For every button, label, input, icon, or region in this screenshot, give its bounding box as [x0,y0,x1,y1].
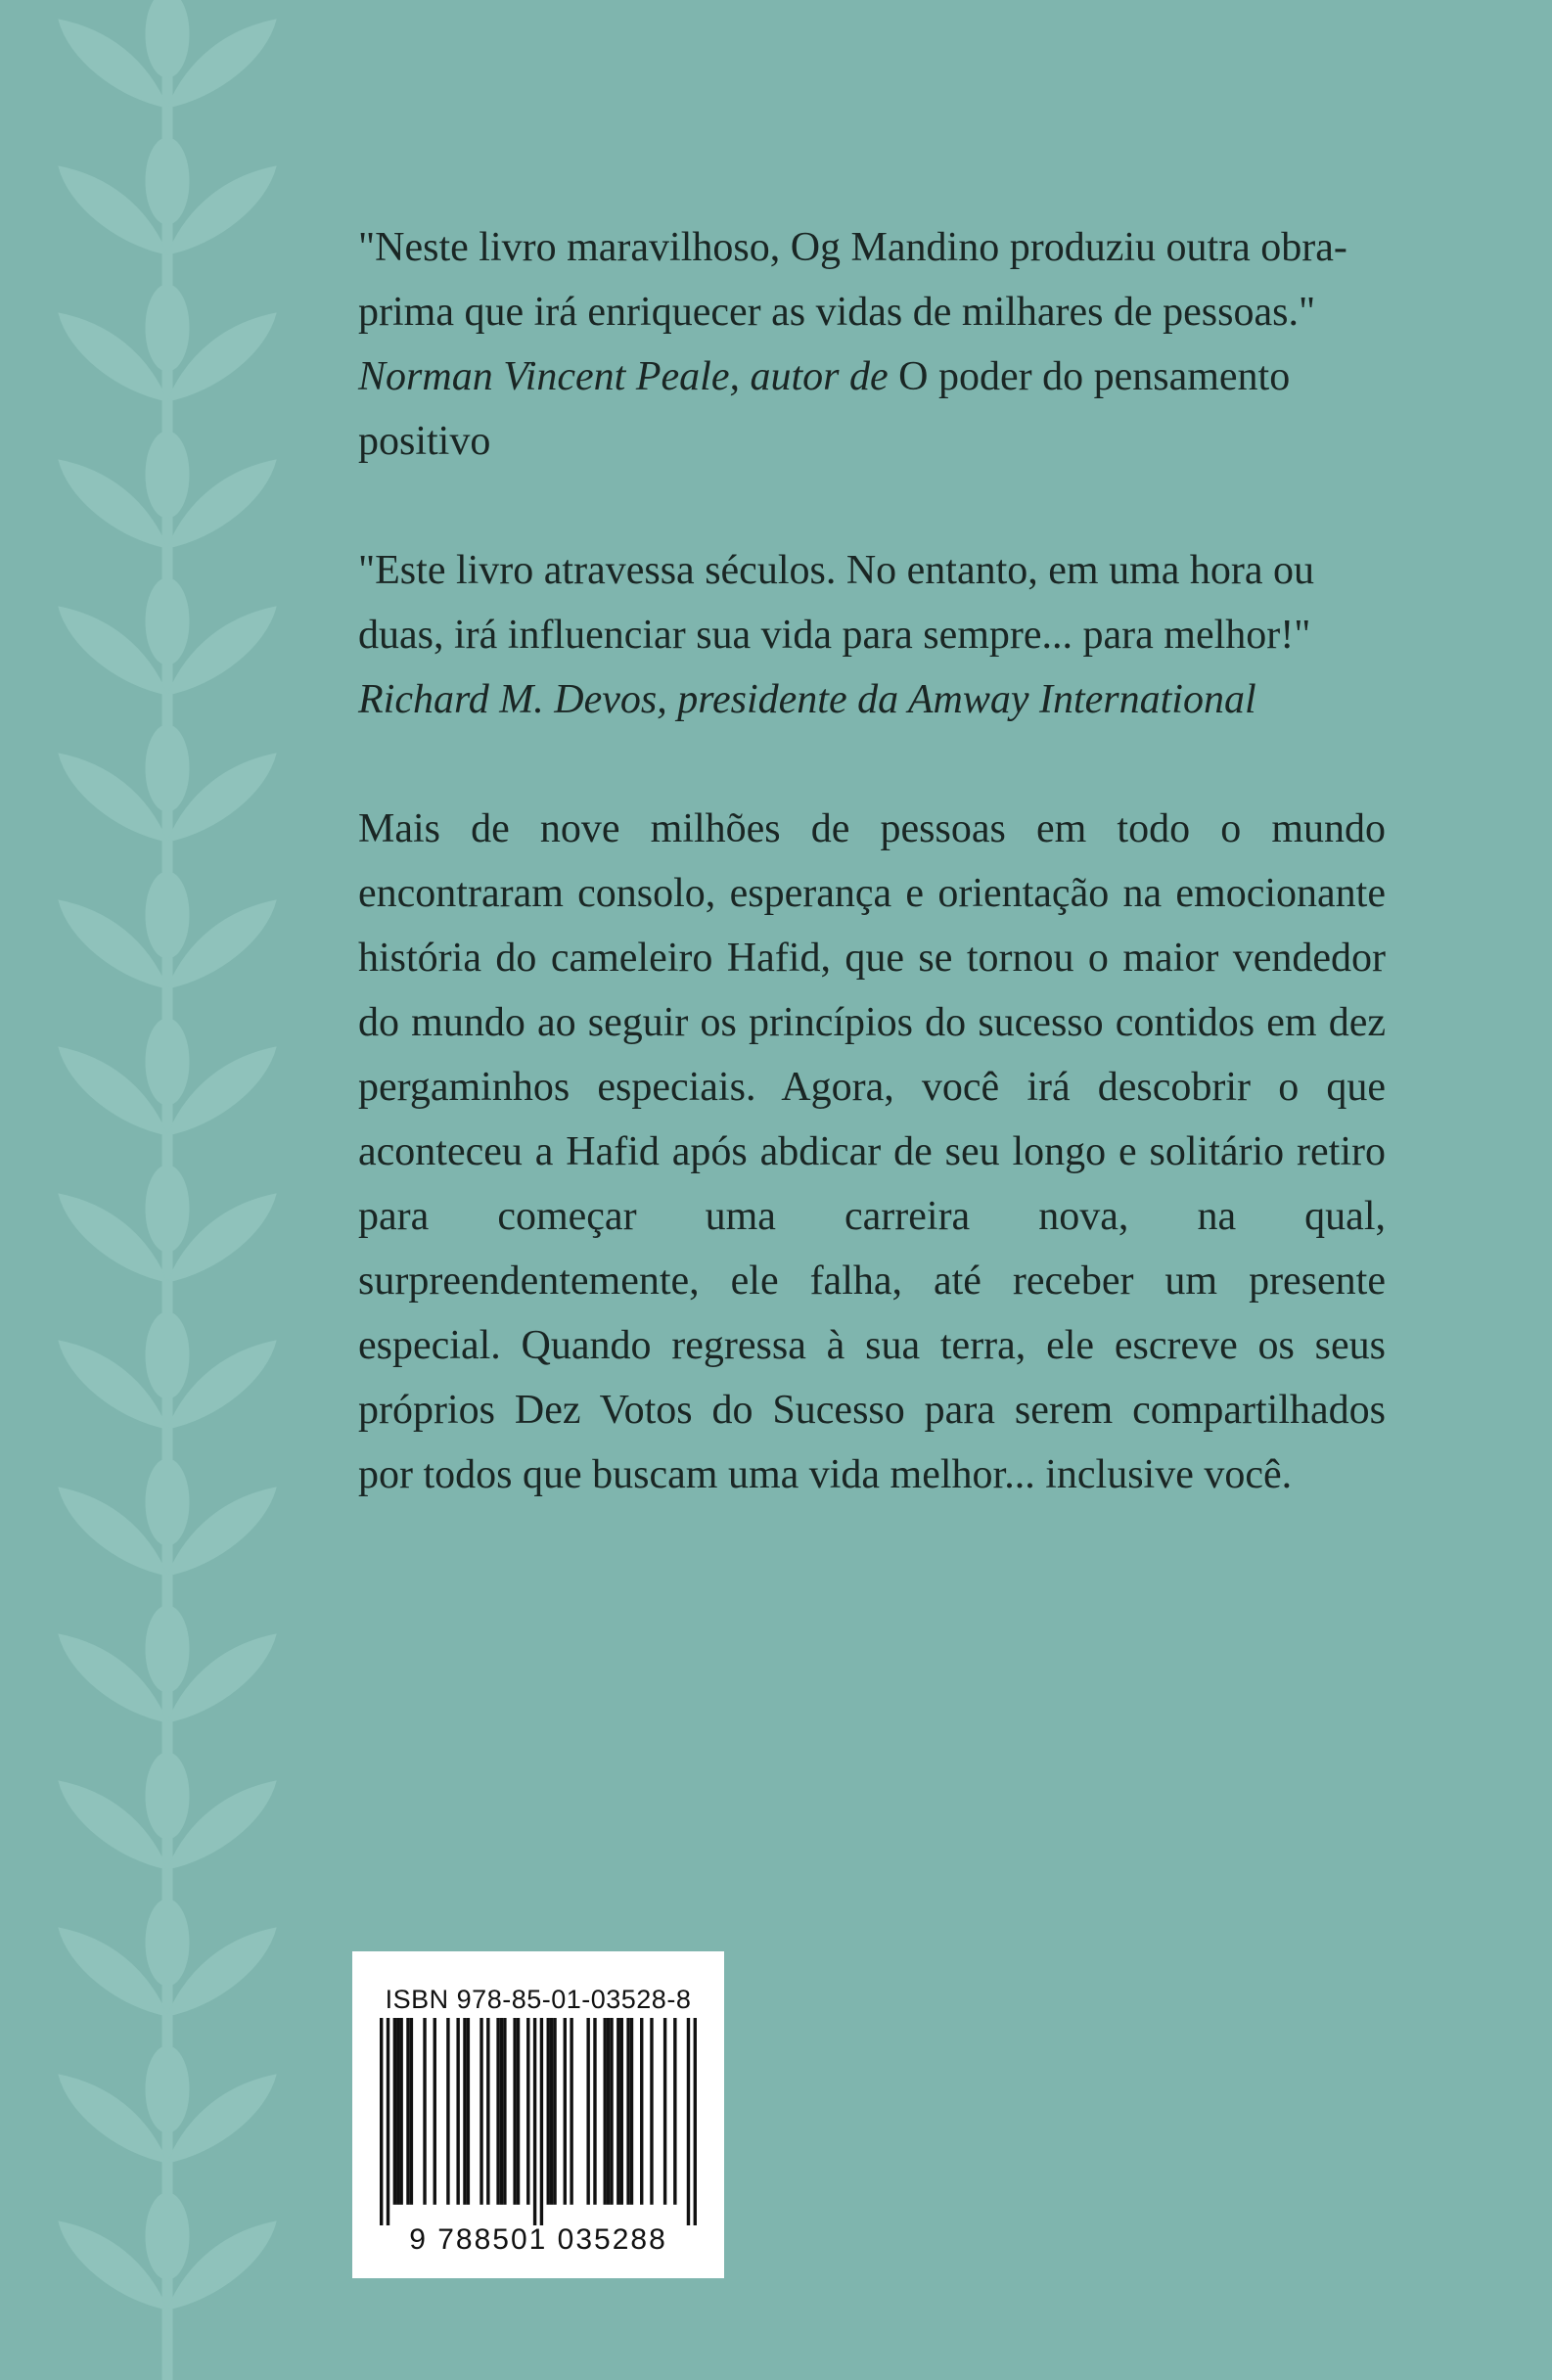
barcode-bar [570,2018,572,2205]
barcode-bar [467,2018,470,2205]
vine-bud-icon [146,1019,189,1105]
vine-bud-icon [146,2193,189,2279]
quote-2-author: Richard M. Devos, presidente da Amway International [358,677,1256,722]
barcode-bar [620,2018,623,2205]
quote-2 [358,538,1386,732]
barcode-bar [626,2018,629,2205]
isbn-label: ISBN 978-85-01-03528-8 [385,1985,692,2014]
barcode-bar [586,2018,589,2205]
barcode-bar [610,2018,613,2205]
barcode-bar [533,2018,536,2225]
quote-2-text: "Este livro atravessa séculos. No entanto, em uma hora ou duas, irá influenciar sua vida para sempre... para melhor!" [358,548,1315,658]
barcode-bar [640,2018,643,2205]
vine-bud-icon [146,725,189,811]
barcode-bar [550,2018,553,2205]
vine-bud-icon [146,138,189,224]
text-column [358,215,1386,1507]
barcode-bar [564,2018,567,2205]
barcode-bar [604,2018,607,2205]
barcode-bar [673,2018,676,2205]
barcode-bar [399,2018,402,2205]
barcode-bar [387,2018,389,2225]
quote-1-text: "Neste livro maravilhoso, Og Mandino produziu outra obra-prima que irá enriquecer as vidas de milhares de pessoas." [358,225,1347,335]
quote-2-attribution [358,667,1386,732]
barcode-bar [687,2018,690,2225]
barcode-bar [616,2018,619,2205]
barcode-bar [547,2018,550,2205]
barcode-bar [456,2018,459,2205]
barcode-bar [517,2018,520,2205]
vine-bud-icon [146,578,189,664]
barcode-bar [479,2018,482,2205]
barcode-bar [410,2018,413,2205]
vine-bud-icon [146,0,189,77]
vine-bud-icon [146,1753,189,1839]
barcode-bar [526,2018,529,2205]
quote-1 [358,215,1386,474]
quote-1-author: Norman Vincent Peale, autor de [358,354,889,399]
barcode-bar [553,2018,556,2205]
barcode-bar [496,2018,499,2205]
barcode-bar [380,2018,383,2225]
isbn-barcode [352,1951,724,2278]
barcode-bar [694,2018,697,2225]
vine-bud-icon [146,1459,189,1545]
vine-bud-icon [146,2046,189,2132]
quote-1-attribution [358,344,1386,474]
barcode-bar [423,2018,426,2205]
leaf-vine-ornament [0,0,294,2380]
ean-digits: 9 788501 035288 [409,2223,667,2256]
barcode-bar [650,2018,653,2205]
vine-bud-icon [146,872,189,958]
barcode-bars [380,2018,697,2225]
barcode-bar [446,2018,449,2205]
vine-bud-icon [146,1899,189,1986]
barcode-bar [393,2018,396,2205]
vine-bud-icon [146,285,189,371]
barcode-bar [607,2018,610,2205]
quote-1-book-title: O poder do pensamento positivo [358,354,1291,464]
barcode-bar [434,2018,436,2205]
vine-bud-icon [146,1606,189,1692]
barcode-bar [406,2018,409,2205]
barcode-bar [513,2018,516,2205]
barcode-bar [540,2018,543,2225]
barcode-bar [593,2018,596,2205]
barcode-bar [486,2018,489,2205]
vine-bud-icon [146,432,189,518]
barcode-bar [500,2018,503,2205]
book-description [358,797,1386,1507]
barcode-bar [503,2018,506,2205]
vine-bud-icon [146,1312,189,1398]
description-text: Mais de nove milhões de pessoas em todo o mundo encontraram consolo, esperança e orientação na emocionante história do cameleiro Hafid, que se tornou o maior vendedor do mundo ao seguir os princípios do sucesso contidos em dez pergaminhos especiais. Agora, você irá descobrir o que aconteceu a Hafid após abdicar de seu longo e solitário retiro para começar uma carreira nova, na qual, surpreendentemente, ele falha, até receber um presente especial. Quando regressa à sua terra, ele escreve os seus próprios Dez Votos do Sucesso para serem compartilhados por todos que buscam uma vida melhor... inclusive você. [358,806,1386,1497]
barcode-bar [463,2018,466,2205]
vine-bud-icon [146,1166,189,1252]
barcode-bar [630,2018,633,2205]
barcode-bar [396,2018,399,2205]
barcode-bar [663,2018,666,2205]
